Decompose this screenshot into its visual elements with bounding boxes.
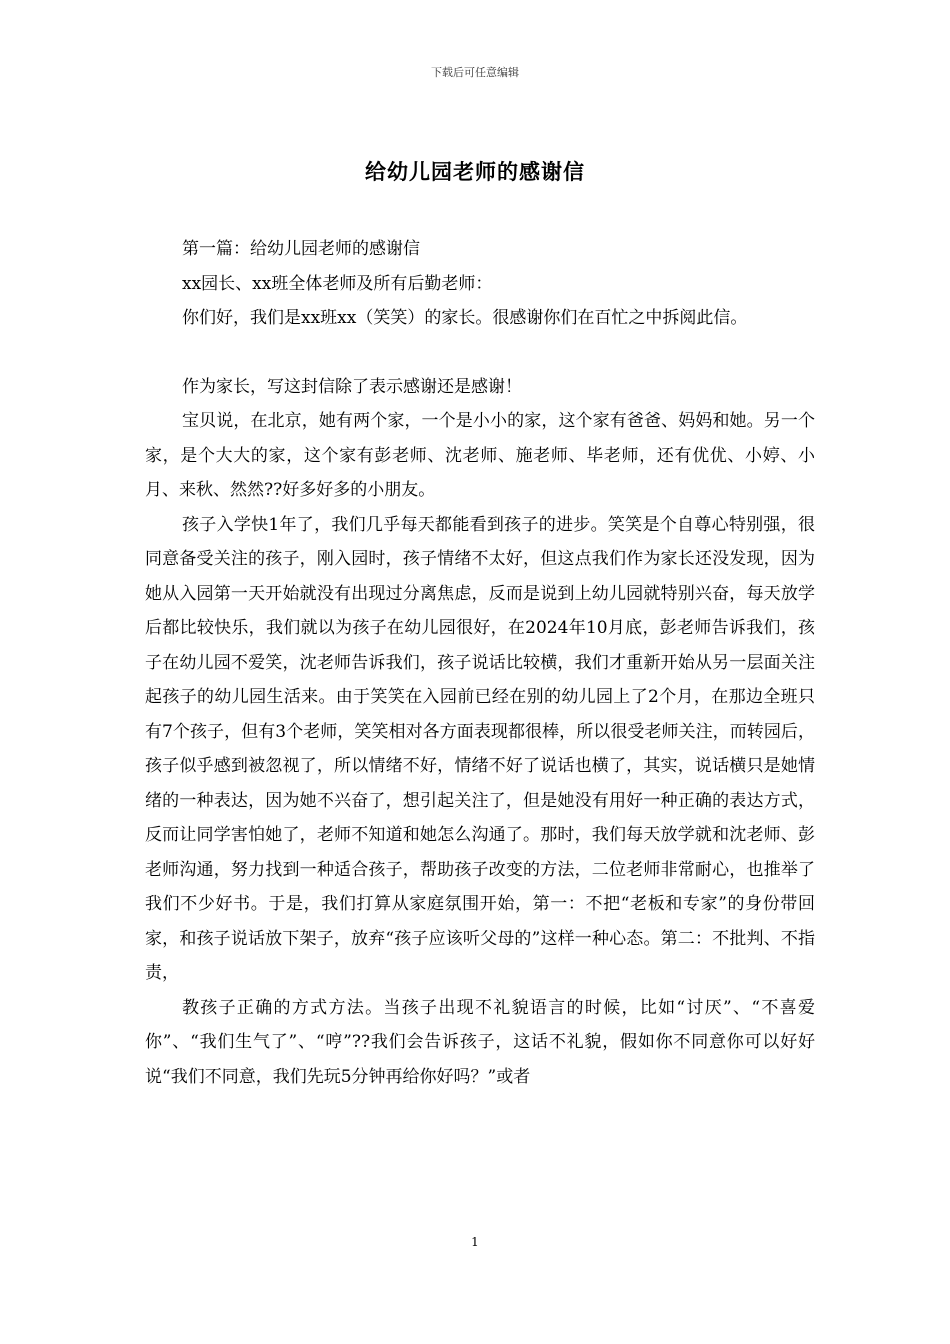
blank-line <box>145 336 815 370</box>
paragraph-greeting: 你们好，我们是xx班xx（笑笑）的家长。很感谢你们在百忙之中拆阅此信。 <box>182 308 748 328</box>
paragraph-progress: 孩子入学快1年了，我们几乎每天都能看到孩子的进步。笑笑是个自尊心特别强，很同意备受关注的孩子，刚入园时，孩子情绪不太好，但这点我们作为家长还没发现，因为她从入园第一天开始就没有出现过分离焦虑，反而是说到上幼儿园就特别兴奋，每天放学后都比较快乐，我们就以为孩子在幼儿园很好，在2024年10月底，彭老师告诉我们，孩子在幼儿园不爱笑，沈老师告诉我们，孩子说话比较横，我们才重新开始从另一层面关注起孩子的幼儿园生活来。由于笑笑在入园前已经在别的幼儿园上了2个月，在那边全班只有7个孩子，但有3个老师，笑笑相对各方面表现都很棒，所以很受老师关注，而转园后，孩子似乎感到被忽视了，所以情绪不好，情绪不好了说话也横了，其实，说话横只是她情绪的一种表达，因为她不兴奋了，想引起关注了，但是她没有用好一种正确的表达方式，反而让同学害怕她了，老师不知道和她怎么沟通了。那时，我们每天放学就和沈老师、彭老师沟通，努力找到一种适合孩子，帮助孩子改变的方法，二位老师非常耐心，也推举了我们不少好书。于是，我们打算从家庭氛围开始，第一：不把“老板和专家”的身份带回家，和孩子说话放下架子，放弃“孩子应该听父母的”这样一种心态。第二：不批判、不指责， <box>145 514 815 983</box>
paragraph-salutation: xx园长、xx班全体老师及所有后勤老师： <box>182 273 493 294</box>
paragraph-section-heading: 第一篇：给幼儿园老师的感谢信 <box>182 239 420 259</box>
paragraph-two-homes: 宝贝说，在北京，她有两个家，一个是小小的家，这个家有爸爸、妈妈和她。另一个家，是个大大的家，这个家有彭老师、沈老师、施老师、毕老师，还有优优、小婷、小月、来秋、然然??好多好多的小朋友。 <box>145 411 815 500</box>
document-title: 给幼儿园老师的感谢信 <box>365 159 585 184</box>
page-number: 1 <box>471 1235 479 1249</box>
paragraph-intro: 作为家长，写这封信除了表示感谢还是感谢！ <box>182 376 522 397</box>
page-header-note: 下载后可任意编辑 <box>431 66 519 79</box>
paragraph-methods: 教孩子正确的方式方法。当孩子出现不礼貌语言的时候，比如“讨厌”、“不喜爱你”、“我们生气了”、“哼”??我们会告诉孩子，这话不礼貌，假如你不同意你可以好好说“我们不同意，我们先玩5分钟再给你好吗？”或者 <box>145 997 815 1087</box>
document-body <box>145 232 815 1094</box>
